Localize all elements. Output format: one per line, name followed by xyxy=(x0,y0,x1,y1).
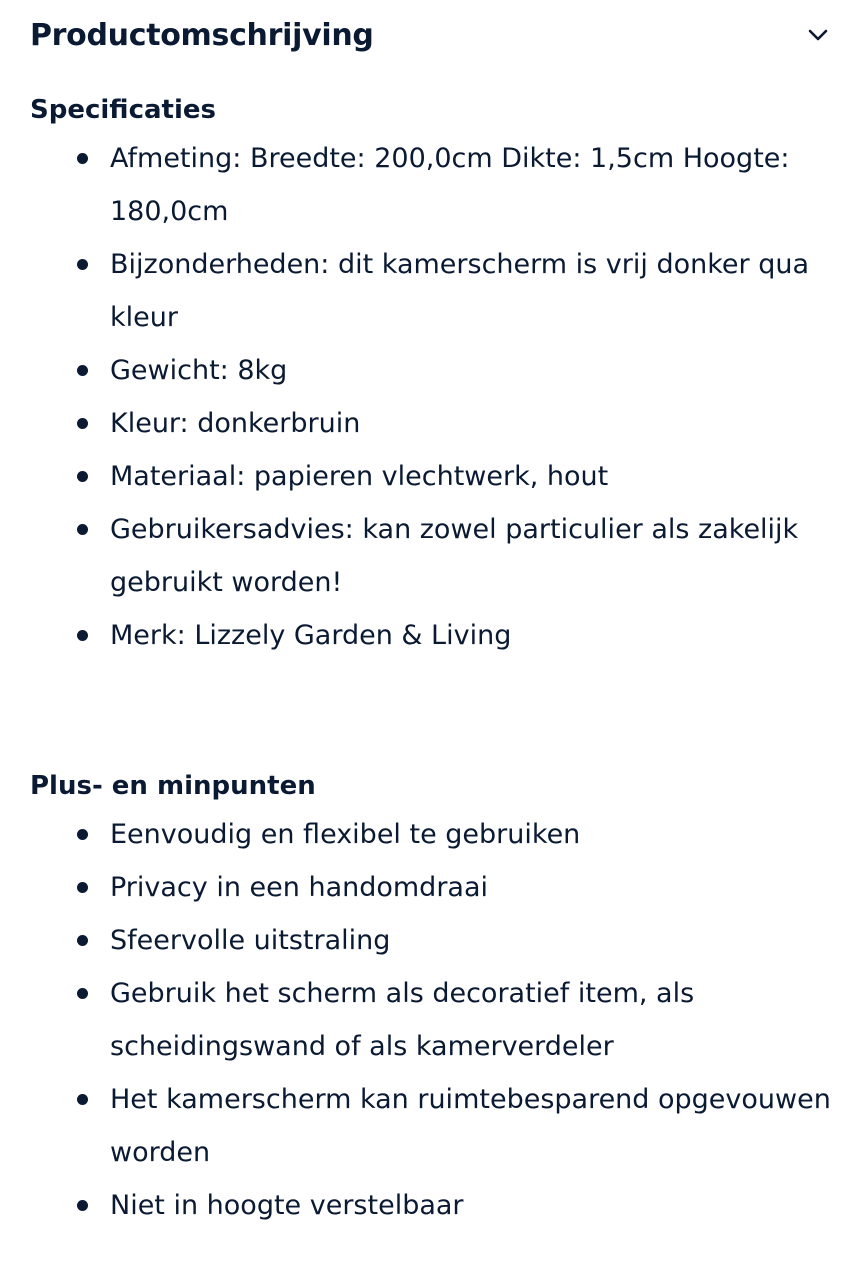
list-item-text: Het kamerscherm kan ruimtebesparend opgevouwen worden xyxy=(110,1084,831,1168)
list-item xyxy=(30,609,832,662)
product-description-content xyxy=(30,88,832,1232)
list-item-text: Merk: Lizzely Garden & Living xyxy=(110,620,512,651)
bullet-icon xyxy=(77,259,88,270)
list-item-text: Kleur: donkerbruin xyxy=(110,408,361,439)
specs-heading: Specificaties xyxy=(30,95,216,125)
bullet-icon xyxy=(77,1200,88,1211)
bullet-icon xyxy=(77,829,88,840)
bullet-icon xyxy=(77,988,88,999)
list-item-text: Niet in hoogte verstelbaar xyxy=(110,1190,464,1221)
list-item xyxy=(30,238,832,344)
list-item xyxy=(30,914,832,967)
list-item xyxy=(30,344,832,397)
list-item-text: Privacy in een handomdraai xyxy=(110,872,489,903)
list-item xyxy=(30,967,832,1073)
pros-cons-list xyxy=(30,808,832,1232)
list-item-text: Gebruik het scherm als decoratief item, als scheidingswand of als kamerverdeler xyxy=(110,978,695,1062)
product-description-header[interactable] xyxy=(30,10,832,60)
list-item xyxy=(30,397,832,450)
bullet-icon xyxy=(77,630,88,641)
bullet-icon xyxy=(77,365,88,376)
list-item xyxy=(30,450,832,503)
section-title: Productomschrijving xyxy=(30,17,374,53)
list-item-text: Afmeting: Breedte: 200,0cm Dikte: 1,5cm Hoogte: 180,0cm xyxy=(110,143,790,227)
bullet-icon xyxy=(77,418,88,429)
bullet-icon xyxy=(77,471,88,482)
specs-list xyxy=(30,132,832,662)
list-item xyxy=(30,1179,832,1232)
list-item-text: Bijzonderheden: dit kamerscherm is vrij donker qua kleur xyxy=(110,249,809,333)
chevron-down-icon[interactable] xyxy=(804,21,832,49)
list-item-text: Eenvoudig en flexibel te gebruiken xyxy=(110,819,581,850)
pros-cons-heading: Plus- en minpunten xyxy=(30,771,316,801)
list-item xyxy=(30,861,832,914)
list-item xyxy=(30,1073,832,1179)
bullet-icon xyxy=(77,153,88,164)
bullet-icon xyxy=(77,1094,88,1105)
list-item-text: Gewicht: 8kg xyxy=(110,355,288,386)
list-item xyxy=(30,808,832,861)
list-item-text: Gebruikersadvies: kan zowel particulier als zakelijk gebruikt worden! xyxy=(110,514,799,598)
list-item xyxy=(30,132,832,238)
list-item-text: Materiaal: papieren vlechtwerk, hout xyxy=(110,461,609,492)
bullet-icon xyxy=(77,524,88,535)
bullet-icon xyxy=(77,935,88,946)
list-item-text: Sfeervolle uitstraling xyxy=(110,925,391,956)
list-item xyxy=(30,503,832,609)
bullet-icon xyxy=(77,882,88,893)
